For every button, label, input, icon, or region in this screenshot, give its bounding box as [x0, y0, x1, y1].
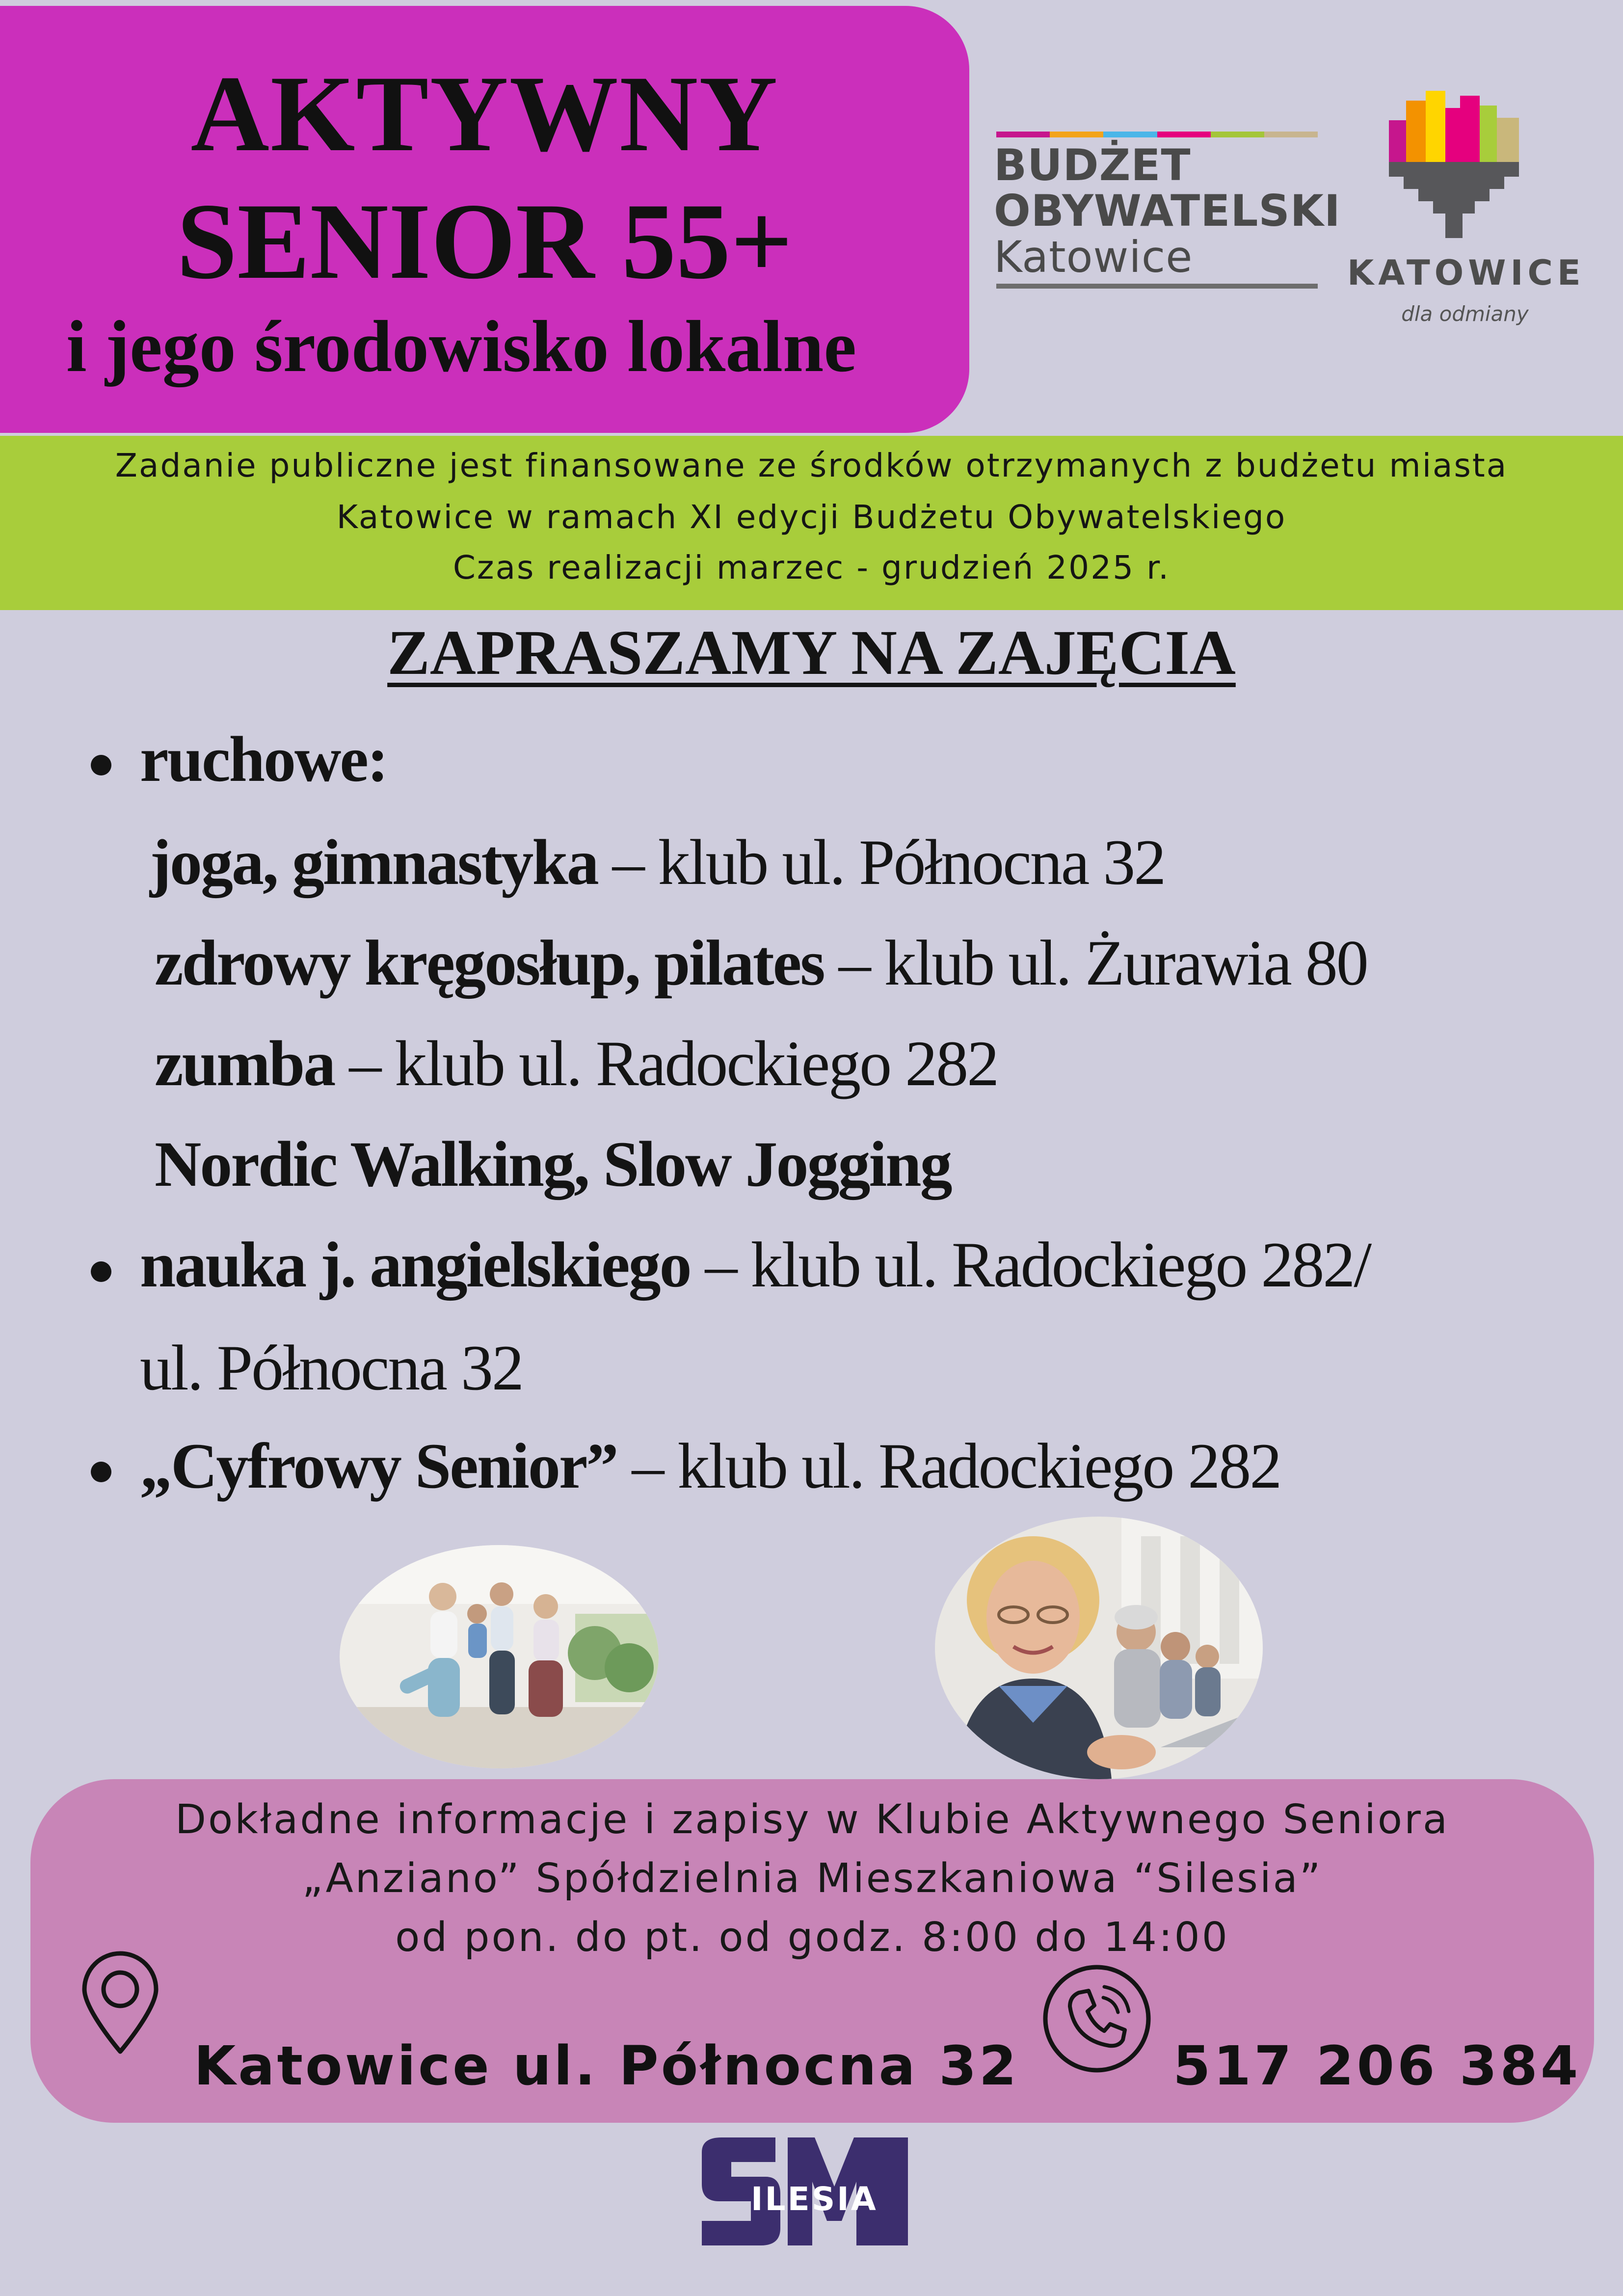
digital-senior-photo — [935, 1517, 1263, 1779]
sm-logo-text: ILESIA — [751, 2180, 878, 2218]
katowice-logo-name: KATOWICE — [1347, 253, 1585, 293]
katowice-logo-tagline: dla odmiany — [1401, 302, 1529, 326]
budzet-logo-line-3: Katowice — [994, 232, 1193, 282]
activity-item-3 — [155, 1026, 998, 1101]
activity-english-place-2: ul. Północna 32 — [140, 1332, 523, 1404]
stripe — [1264, 132, 1318, 137]
activity-place: – klub ul. Północna 32 — [597, 826, 1165, 898]
activity-item-2 — [155, 925, 1367, 1000]
budzet-logo-rule — [996, 284, 1318, 289]
activity-name: Nordic Walking, Slow Jogging — [155, 1128, 951, 1200]
info-line-2: „Anziano” Spółdzielnia Mieszkaniowa “Silesia” — [302, 1855, 1323, 1902]
stripe — [996, 132, 1050, 137]
title-line-2: SENIOR 55+ — [176, 181, 793, 302]
activity-place: – klub ul. Radockiego 282/ — [690, 1228, 1371, 1301]
stripe — [1050, 132, 1103, 137]
activity-item-1 — [150, 825, 1165, 900]
stripe — [1103, 132, 1157, 137]
funding-line-3: Czas realizacji marzec - grudzień 2025 r. — [452, 549, 1171, 587]
activity-name: nauka j. angielskiego — [140, 1228, 691, 1301]
activity-name: zdrowy kręgosłup, pilates — [155, 927, 824, 999]
budzet-logo-line-1: BUDŻET — [994, 140, 1191, 190]
activity-name: „Cyfrowy Senior” — [140, 1430, 617, 1502]
activity-place: – klub ul. Radockiego 282 — [617, 1430, 1281, 1502]
address: Katowice ul. Północna 32 — [194, 2034, 1019, 2097]
activity-name: zumba — [155, 1027, 335, 1099]
info-line-3: od pon. do pt. od godz. 8:00 do 14:00 — [395, 1914, 1229, 1961]
fitness-photo — [340, 1545, 659, 1768]
funding-line-2: Katowice w ramach XI edycji Budżetu Obywatelskiego — [336, 498, 1287, 536]
sm-silesia-logo-icon — [692, 2133, 918, 2250]
phone-icon — [1040, 1962, 1153, 2075]
bullet — [91, 755, 111, 775]
activity-name: joga, gimnastyka — [150, 826, 598, 898]
invite-heading — [0, 616, 1623, 690]
budzet-logo-stripes — [996, 132, 1318, 137]
bullet — [91, 1261, 111, 1282]
activity-item-4 — [155, 1126, 951, 1201]
activity-place: – klub ul. Radockiego 282 — [334, 1027, 998, 1099]
title-line-3: i jego środowisko lokalne — [66, 306, 856, 387]
stripe — [1211, 132, 1264, 137]
phone-number[interactable]: 517 206 384 — [1173, 2034, 1581, 2097]
budzet-logo-line-2: OBYWATELSKI — [994, 186, 1341, 236]
stripe — [1157, 132, 1211, 137]
katowice-logo-icon — [1389, 91, 1539, 238]
activity-ruchowe-label: ruchowe: — [140, 723, 387, 795]
activity-english — [140, 1227, 1370, 1302]
title-line-1: AKTYWNY — [190, 53, 779, 174]
info-line-1: Dokładne informacje i zapisy w Klubie Aktywnego Seniora — [175, 1796, 1450, 1843]
activity-ruchowe — [140, 721, 387, 797]
bullet — [91, 1462, 111, 1482]
invite-heading-text: ZAPRASZAMY NA ZAJĘCIA — [387, 617, 1236, 688]
location-pin-icon — [79, 1951, 162, 2056]
activity-digital — [140, 1428, 1280, 1503]
funding-line-1: Zadanie publiczne jest finansowane ze środków otrzymanych z budżetu miasta — [115, 447, 1508, 484]
activity-place: – klub ul. Żurawia 80 — [824, 927, 1367, 999]
